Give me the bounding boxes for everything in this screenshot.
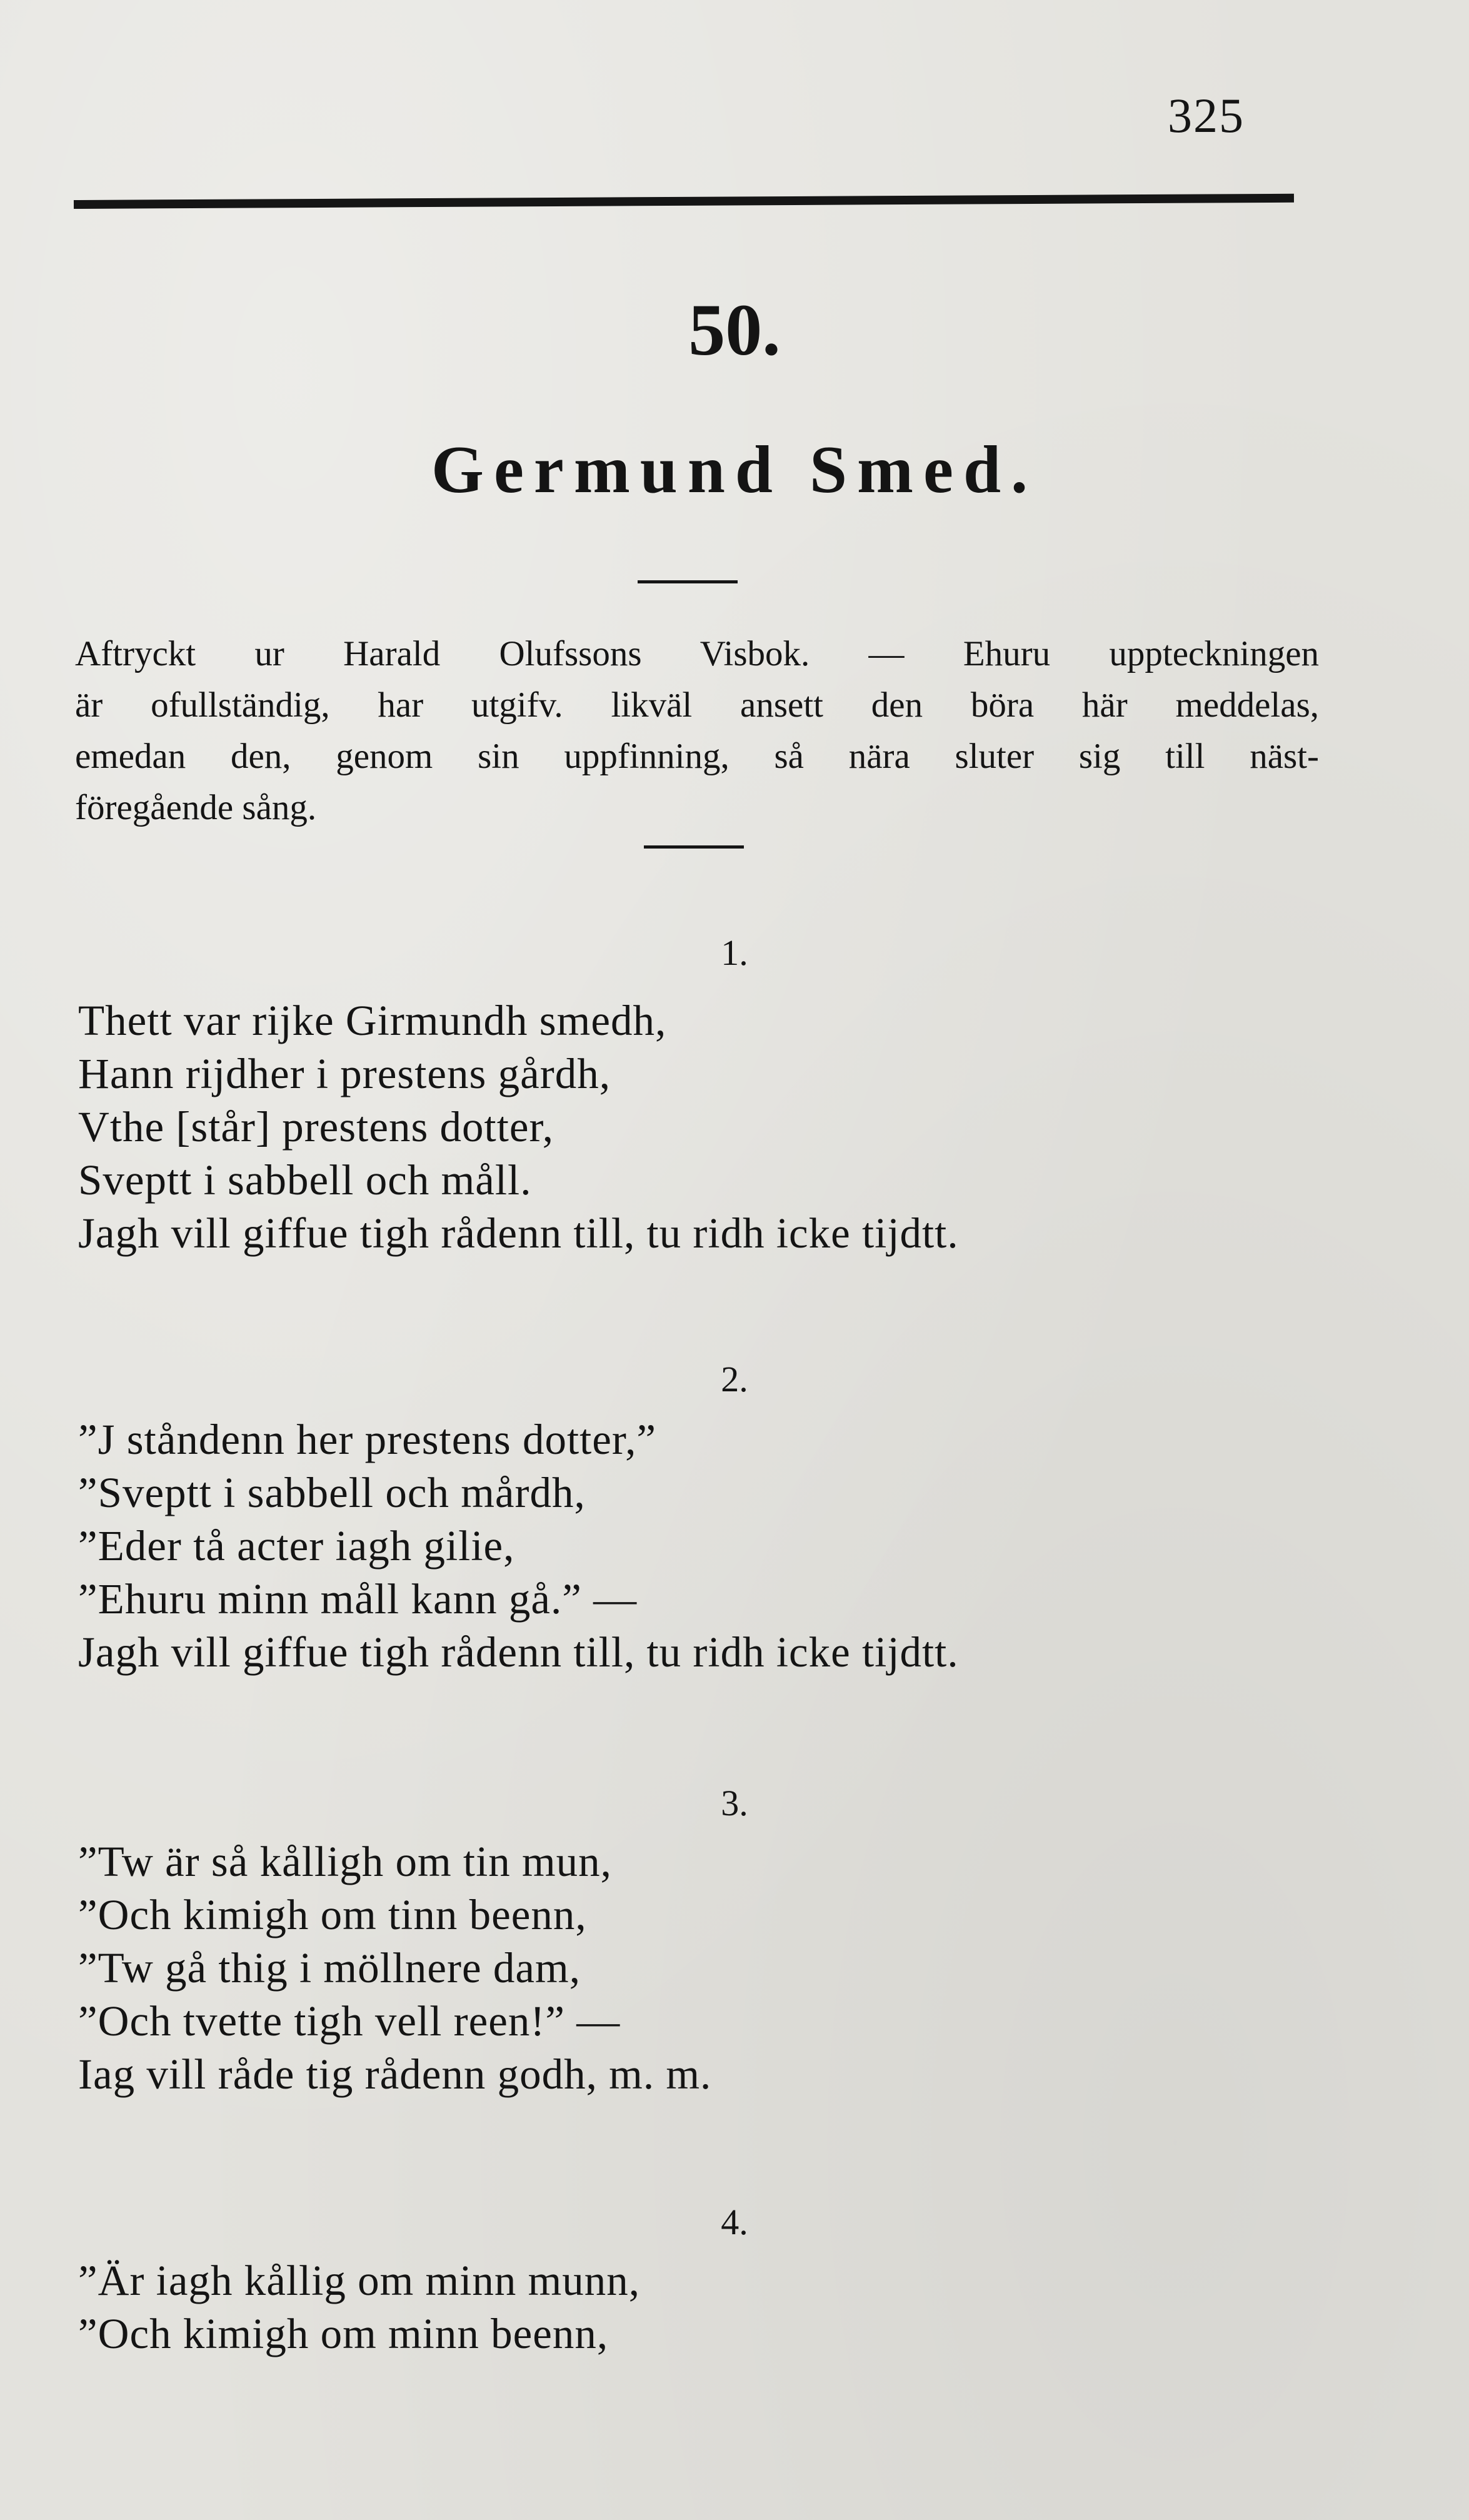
verse-line: ”Och kimigh om tinn beenn,: [78, 1891, 587, 1938]
verse-line: ”Och tvette tigh vell reen!” —: [78, 1997, 621, 2045]
title-separator: [638, 580, 738, 583]
intro-line: Aftryckt ur Harald Olufssons Visbok. — Ehuru uppteckningen: [75, 634, 1319, 673]
verse-line: ”Ehuru minn måll kann gå.” —: [78, 1575, 638, 1623]
intro-line: föregående sång.: [75, 788, 317, 827]
stanza-number: 4.: [721, 2202, 748, 2242]
verse-line: ”Tw gå thig i möllnere dam,: [78, 1944, 581, 1992]
stanza: [78, 994, 1328, 1260]
stanza-number: 3.: [721, 1783, 748, 1823]
verse-line: Vthe [står] prestens dotter,: [78, 1103, 554, 1151]
intro-note: [75, 628, 1319, 834]
song-number: 50.: [688, 289, 781, 371]
stanza: [78, 1413, 1328, 1679]
stanza-number: 1.: [721, 932, 748, 973]
verse-line: Sveptt i sabbell och måll.: [78, 1156, 532, 1204]
refrain-line: Jagh vill giffue tigh rådenn till, tu ridh icke tijdtt.: [78, 1628, 959, 1676]
page-number: 325: [1168, 88, 1245, 143]
verse-line: Thett var rijke Girmundh smedh,: [78, 997, 667, 1044]
verse-line: ”Eder tå acter iagh gilie,: [78, 1522, 515, 1570]
intro-line: emedan den, genom sin uppfinning, så nära sluter sig till näst-: [75, 737, 1319, 776]
verse-line: ”Är iagh kållig om minn munn,: [78, 2257, 641, 2304]
refrain-line: Jagh vill giffue tigh rådenn till, tu ridh icke tijdtt.: [78, 1209, 959, 1257]
header-rule: [74, 194, 1294, 209]
refrain-line: Iag vill råde tig rådenn godh, m. m.: [78, 2050, 712, 2098]
song-title: Germund Smed.: [431, 433, 1038, 507]
verse-line: ”Sveptt i sabbell och mårdh,: [78, 1469, 586, 1516]
verse-line: ”Tw är så kålligh om tin mun,: [78, 1838, 612, 1885]
verse-line: ”J ståndenn her prestens dotter,”: [78, 1416, 657, 1463]
intro-line: är ofullständig, har utgifv. likväl ansett den böra här meddelas,: [75, 685, 1319, 725]
verse-line: ”Och kimigh om minn beenn,: [78, 2310, 609, 2357]
stanza-number: 2.: [721, 1359, 748, 1399]
intro-separator: [644, 845, 744, 849]
stanza: [78, 2254, 1328, 2361]
verse-line: Hann rijdher i prestens gårdh,: [78, 1050, 611, 1097]
stanza: [78, 1835, 1328, 2101]
